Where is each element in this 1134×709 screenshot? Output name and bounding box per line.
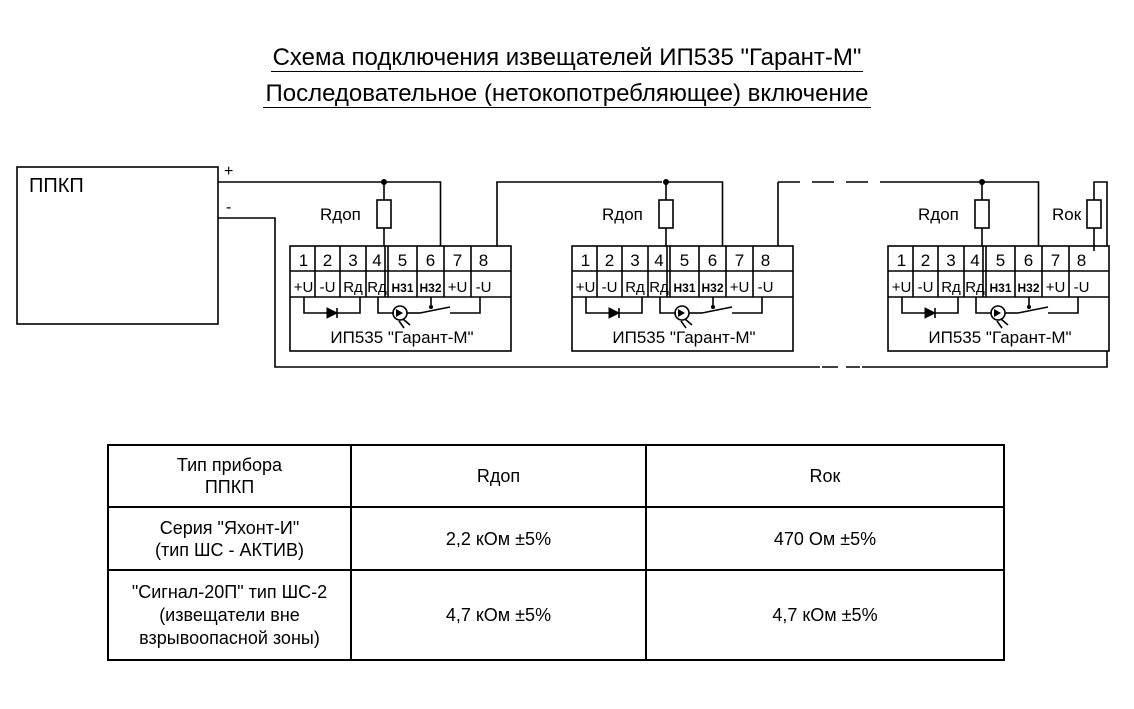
table-cell <box>646 570 1004 660</box>
table-header-cell <box>646 445 1004 507</box>
detector-block-2 <box>572 179 793 351</box>
row2-rdop: 4,7 кОм ±5% <box>445 605 552 625</box>
switch-contact <box>1027 305 1031 309</box>
terminal-label: +U <box>729 279 750 296</box>
table-header-cell <box>108 445 351 507</box>
detector-name: ИП535 "Гарант-М" <box>330 328 474 347</box>
table-cell <box>108 570 351 660</box>
switch-contact <box>429 305 433 309</box>
wire-to-terminal-6 <box>982 182 1039 246</box>
rdop-resistor <box>659 200 673 228</box>
terminal-number: 5 <box>995 251 1006 270</box>
table-cell <box>351 507 646 570</box>
terminal-number: 4 <box>970 251 980 270</box>
table-cell <box>351 570 646 660</box>
terminal-label: +U <box>447 279 468 296</box>
panel-label: ППКП <box>29 175 84 197</box>
detector-name: ИП535 "Гарант-М" <box>928 328 1072 347</box>
terminal-number: 7 <box>734 251 745 270</box>
header-rok: Rок <box>809 466 841 486</box>
table-row <box>108 570 1004 660</box>
terminal-label: -U <box>601 279 618 296</box>
table-cell <box>108 507 351 570</box>
wire-to-terminal-6 <box>666 182 723 246</box>
terminal-label: +U <box>891 279 912 296</box>
rdop-label: Rдоп <box>320 205 361 224</box>
terminal-number: 1 <box>580 251 591 270</box>
terminal-number: 8 <box>478 251 489 270</box>
terminal-label: +U <box>575 279 596 296</box>
terminal-label: -U <box>475 279 492 296</box>
table-row <box>108 507 1004 570</box>
terminal-label: Rд <box>367 279 387 296</box>
table-cell <box>646 507 1004 570</box>
terminal-label: +U <box>293 279 314 296</box>
terminal-number: 2 <box>604 251 615 270</box>
table-header-cell <box>351 445 646 507</box>
rdop-resistor <box>975 200 989 228</box>
rok-resistor <box>1087 200 1101 228</box>
terminal-number: 7 <box>1050 251 1061 270</box>
table-header-row <box>108 445 1004 507</box>
header-device-type: Тип прибора ППКП <box>176 455 283 497</box>
terminal-number: 1 <box>896 251 907 270</box>
terminal-number: 1 <box>298 251 309 270</box>
terminal-label: Rд <box>649 279 669 296</box>
terminal-label: Rд <box>625 279 645 296</box>
terminal-label: Н31 <box>989 281 1012 295</box>
wire-to-terminal-6 <box>384 182 441 246</box>
rdop-label: Rдоп <box>602 205 643 224</box>
title-line-1-text: Схема подключения извещателей ИП535 "Гарант-М" <box>272 44 862 71</box>
terminal-number: 5 <box>397 251 408 270</box>
rok-label: Rок <box>1052 205 1082 224</box>
terminal-number: 8 <box>1076 251 1087 270</box>
terminal-label: Rд <box>343 279 363 296</box>
terminal-number: 6 <box>1023 251 1034 270</box>
panel-plus-label: + <box>224 163 234 180</box>
switch-contact <box>711 305 715 309</box>
row1-rok: 470 Ом ±5% <box>773 528 877 549</box>
terminal-label: -U <box>1073 279 1090 296</box>
rdop-label: Rдоп <box>918 205 959 224</box>
terminal-label: -U <box>319 279 336 296</box>
terminal-number: 5 <box>679 251 690 270</box>
header-rdop: Rдоп <box>476 466 521 486</box>
detector-name: ИП535 "Гарант-М" <box>612 328 756 347</box>
terminal-label: Rд <box>965 279 985 296</box>
terminal-label: Н32 <box>1017 281 1040 295</box>
terminal-number: 4 <box>654 251 664 270</box>
terminal-number: 3 <box>630 251 640 270</box>
terminal-number: 4 <box>372 251 382 270</box>
rdop-resistor <box>377 200 391 228</box>
row2-device: "Сигнал-20П" тип ШС-2 (извещатели вне взрывоопасной зоны) <box>131 581 328 648</box>
terminal-number: 3 <box>348 251 358 270</box>
terminal-label: Н31 <box>673 281 696 295</box>
terminal-number: 8 <box>760 251 771 270</box>
terminal-label: -U <box>757 279 774 296</box>
terminal-number: 6 <box>707 251 718 270</box>
terminal-label: -U <box>917 279 934 296</box>
panel-minus-label: - <box>226 199 232 216</box>
row2-rok: 4,7 кОм ±5% <box>772 605 878 625</box>
row1-rdop: 2,2 кОм ±5% <box>445 528 552 549</box>
title-line-2-text: Последовательное (нетокопотребляющее) включение <box>265 80 869 107</box>
terminal-label: Rд <box>941 279 961 296</box>
detector-block-1 <box>290 179 511 351</box>
terminal-number: 7 <box>452 251 463 270</box>
terminal-number: 2 <box>322 251 333 270</box>
resistor-table <box>107 444 1005 661</box>
terminal-label: Н31 <box>391 281 414 295</box>
terminal-number: 2 <box>920 251 931 270</box>
row1-device: Серия "Яхонт-И" (тип ШС - АКТИВ) <box>155 517 304 560</box>
terminal-number: 6 <box>425 251 436 270</box>
terminal-number: 3 <box>946 251 956 270</box>
terminal-label: +U <box>1045 279 1066 296</box>
terminal-label: Н32 <box>701 281 724 295</box>
terminal-label: Н32 <box>419 281 442 295</box>
